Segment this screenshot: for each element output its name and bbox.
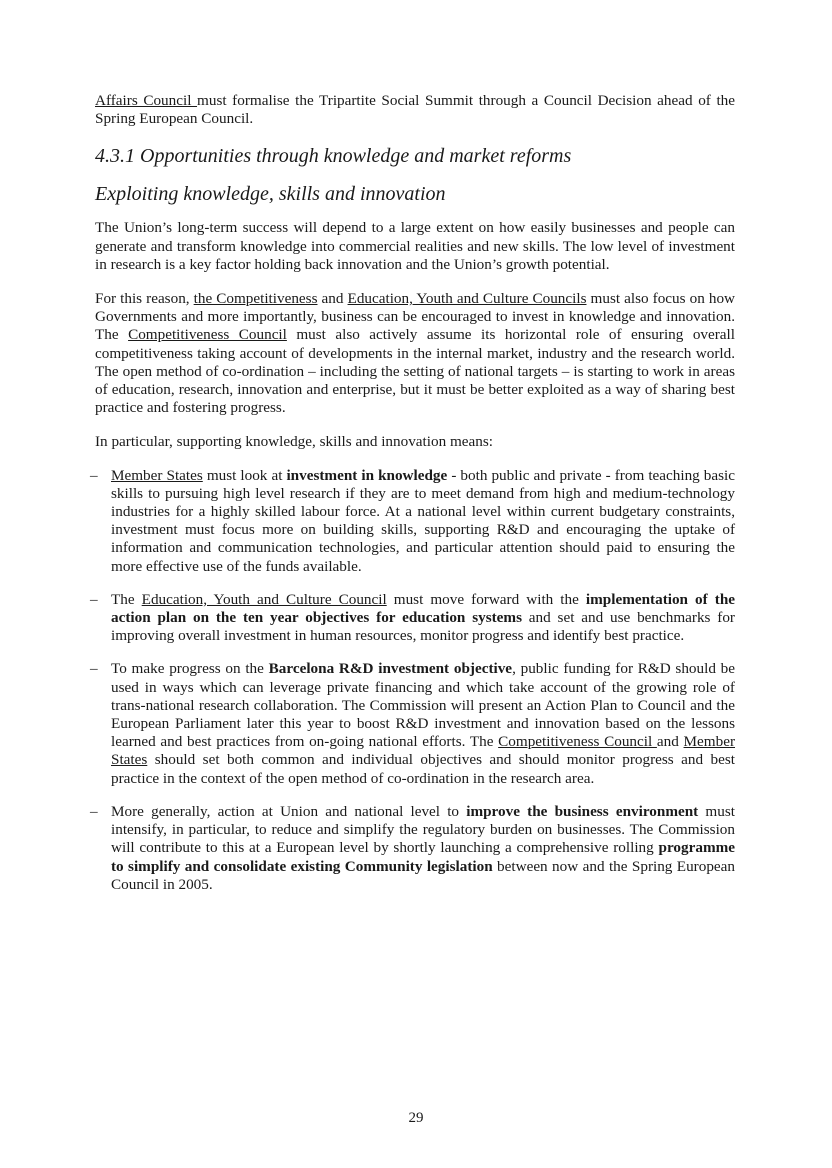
competitiveness-council-link: Competitiveness Council bbox=[498, 733, 657, 751]
competitiveness-council-link: Competitiveness Council bbox=[128, 326, 287, 344]
member-states-link: Member States bbox=[111, 466, 203, 484]
list-item: – To make progress on the Barcelona R&D investment objective, public funding for R&D should be used in ways which can leverage private financing and which take account of the growing role of trans-national research collaboration. The Commission will present an Action Plan to Council and the European Parliament later this year to boost R&D investment and innovation based on the lessons learned and best practices from on-going national efforts. The Competitiveness Council and Member States should set both common and individual objectives and should monitor progress and best practice in the context of the open method of co-ordination in the research area. bbox=[90, 660, 736, 787]
continuation-paragraph: Affairs Council must formalise the Tripartite Social Summit through a Council Decision ahead of the Spring European Council. bbox=[95, 92, 735, 128]
dash-bullet: – bbox=[90, 466, 98, 484]
dash-bullet: – bbox=[90, 660, 98, 678]
list-item: – More generally, action at Union and national level to improve the business environment must intensify, in particular, to reduce and simplify the regulatory burden on businesses. The Commission will contribute to this at a European level by shortly launching a comprehensive rolling programme to simplify and consolidate existing Community legislation between now and the Spring European Council in 2005. bbox=[90, 802, 735, 893]
competitiveness-link: the Competitiveness bbox=[193, 290, 318, 308]
affairs-council-link: Affairs Council bbox=[95, 92, 198, 109]
subheading: Exploiting knowledge, skills and innovation bbox=[95, 183, 446, 206]
education-councils-link: Education, Youth and Culture Councils bbox=[347, 290, 587, 308]
list-item: – The Education, Youth and Culture Council must move forward with the implementation of the action plan on the ten year objectives for education systems and set and use benchmarks for improving overall investment in human resources, monitor progress and identify best practice. bbox=[90, 590, 736, 645]
dash-bullet: – bbox=[90, 802, 98, 820]
document-page bbox=[90, 92, 736, 894]
paragraph-competitiveness: For this reason, the Competitiveness and Education, Youth and Culture Councils must also focus on how Governments and more importantly, business can be encouraged to invest in knowledge and innovation. The Competitiveness Council must also actively assume its horizontal role of ensuring overall competitiveness taking account of developments in the internal market, industry and the research world. The open method of co-ordination – including the setting of national targets – is starting to work in areas of education, research, innovation and enterprise, but it must be better exploited as a way of sharing best practice and fostering progress. bbox=[95, 290, 736, 417]
list-item: – Member States must look at investment in knowledge - both public and private - from teaching basic skills to pursuing high level research if they are to meet demand from high and medium-technology industries for a highly skilled labour force. At a national level within current budgetary constraints, investment must focus more on building skills, supporting R&D and encouraging the uptake of information and communication technologies, and particular attention should paid to ensuring the more effective use of the funds available. bbox=[90, 466, 736, 575]
dash-bullet: – bbox=[90, 590, 98, 608]
education-council-link: Education, Youth and Culture Council bbox=[141, 590, 387, 608]
member-states-link: Member States bbox=[111, 733, 735, 769]
paragraph-intro-list: In particular, supporting knowledge, skills and innovation means: bbox=[95, 433, 493, 451]
section-heading: 4.3.1 Opportunities through knowledge and market reforms bbox=[95, 145, 572, 168]
paragraph-long-term-success: The Union’s long-term success will depend to a large extent on how easily businesses and people can generate and transform knowledge into commercial realities and new skills. The low level of investment in research is a key factor holding back innovation and the Union’s growth potential. bbox=[95, 219, 735, 273]
bullet-list bbox=[90, 466, 736, 894]
page-number: 29 bbox=[408, 1110, 424, 1126]
